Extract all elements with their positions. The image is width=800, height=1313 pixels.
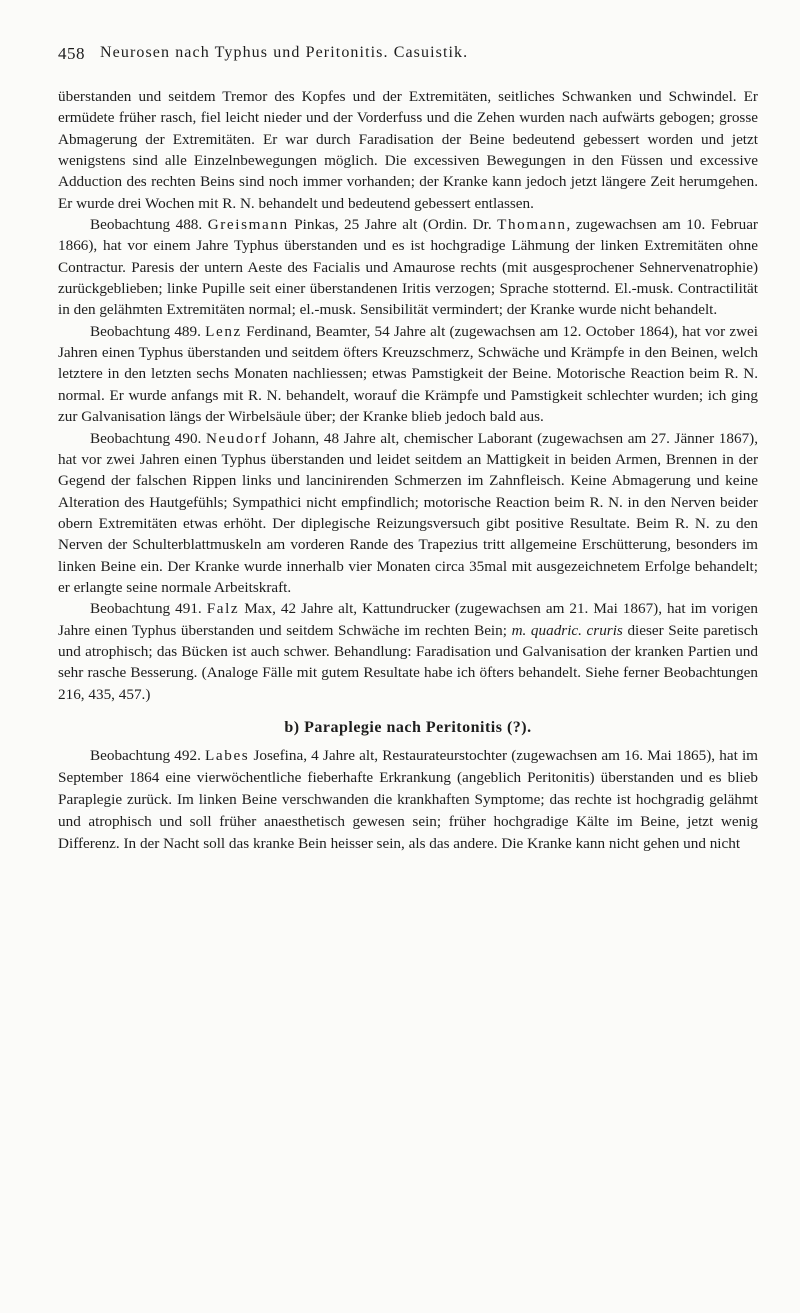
observation-text: Pinkas, 25 Jahre alt (Ordin. Dr.	[294, 216, 492, 234]
observation-text: Josefina, 4 Jahre alt, Restaurateurstochter (zugewachsen am 16. Mai 1865), hat im September 1864 eine vierwöchentliche fieberhafte Erkrankung (angeblich Peritonitis) überstanden und es blieb Paraplegie zurück. Im linken Beine verschwanden die krankhaften Symptome; das rechte ist hochgradig gelähmt und atrophisch und soll früher anaesthetisch gewesen sein; früher hochgradige Kälte im Beine, jetzt wenig Differenz. In der Nacht soll das kranke Bein heisser sein, als das andere. Die Kranke kann nicht gehen und nicht	[58, 747, 758, 853]
patient-name: Falz	[206, 600, 240, 618]
observation-490	[58, 428, 758, 599]
doctor-name: Thomann	[497, 216, 567, 234]
observation-label: Beobachtung 492.	[90, 747, 201, 765]
patient-name: Neudorf	[205, 429, 268, 447]
observation-488	[58, 214, 758, 321]
paragraph-text: überstanden und seitdem Tremor des Kopfes und der Extremitäten, seitliches Schwanken und Schwindel. Er ermüdete früher rasch, fiel leicht nieder und der Vorderfuss und die Zehen wurden nach aufwärts gebogen; grosse Abmagerung der Extremitäten. Er war durch Faradisation der Beine bedeutend gebessert worden und jetzt wenigstens sind alle Einzelnbewegungen möglich. Die excessiven Bewegungen in den Füssen und excessive Adduction des rechten Beins sind noch immer vorhanden; der Kranke kann jedoch jetzt längere Zeit herumgehen. Er wurde drei Wochen mit R. N. behandelt und bedeutend gebessert entlassen.	[58, 88, 758, 212]
observation-text: Max, 42 Jahre alt, Kattundrucker (zugewachsen am 21. Mai 1867), hat im vorigen Jahre einen Typhus überstanden und seitdem Schwäche im rechten Bein;	[58, 600, 759, 639]
paragraph-continuation	[58, 86, 758, 214]
observation-text: Johann, 48 Jahre alt, chemischer Laborant (zugewachsen am 27. Jänner 1867), hat vor zwei Jahren einen Typhus überstanden und leidet seitdem an Mattigkeit in beiden Armen, Brennen in der Gegend der falschen Rippen links und lancinirenden Schmerzen im Zahnfleisch. Keine Abmagerung und keine Alteration des Hautgefühls; Sympathici nicht empfindlich; motorische Reaction beim R. N. in den Nerven beider obern Extremitäten etwas erhöht. Der diplegische Reizungsversuch gibt positive Resultate. Beim R. N. zu den Nerven der Schulterblattmuskeln am vorderen Rande des Trapezius tritt allgemeine Erschütterung, besonders im linken Beine ein. Der Kranke wurde innerhalb vier Monaten circa 35mal mit ausgezeichnetem Erfolge behandelt; er erlangte seine normale Arbeitskraft.	[58, 429, 759, 596]
running-head: Neurosen nach Typhus und Peritonitis. Casuistik.	[100, 44, 469, 61]
page-body	[58, 86, 758, 855]
patient-name: Labes	[205, 747, 250, 765]
patient-name: Lenz	[205, 322, 242, 340]
muscle-name-italic: m. quadric. cruris	[511, 621, 623, 639]
observation-label: Beobachtung 489.	[90, 322, 201, 340]
observation-text-cont: , zugewachsen am 10. Februar 1866), hat vor einem Jahre Typhus überstanden und es ist hochgradige Lähmung der linken Extremitäten ohne Contractur. Paresis der untern Aeste des Facialis und Amaurose rechts (mit ausgesprochener Sehnervenatrophie) zurückgeblieben; linke Pupille seit einer überstandenen Iritis verzogen; Sprache stotternd. El.-musk. Contractilität in den gelähmten Extremitäten normal; el.-musk. Sensibilität vermindert; der Kranke wurde nicht behandelt.	[58, 216, 758, 319]
observation-491	[58, 598, 758, 705]
observation-label: Beobachtung 488.	[90, 216, 203, 234]
observation-text-cont: dieser Seite paretisch und atrophisch; das Bücken ist auch schwer. Behandlung: Faradisation und Galvanisation der kranken Partien und sehr rasche Besserung. (Analoge Fälle mit gutem Resultate habe ich öfters behandelt. Siehe ferner Beobachtungen 216, 435, 457.)	[58, 621, 759, 703]
observation-text: Ferdinand, Beamter, 54 Jahre alt (zugewachsen am 12. October 1864), hat vor zwei Jahren einen Typhus überstanden und seitdem öfters Kreuzschmerz, Schwäche und Krämpfe in den Beinen, welch letztere in den letzten sechs Monaten nachliessen; etwas Pamstigkeit der Beine. Motorische Reaction beim R. N. normal. Er wurde anfangs mit R. N. behandelt, worauf die Krämpfe und Pamstigkeit schlechter wurden; ich ging zur Galvanisation längs der Wirbelsäule über; der Kranke blieb jedoch bald aus.	[58, 322, 759, 426]
observation-label: Beobachtung 490.	[90, 429, 202, 447]
patient-name: Greismann	[207, 216, 289, 234]
page-number: 458	[58, 44, 85, 63]
observation-label: Beobachtung 491.	[90, 600, 202, 618]
section-heading: b) Paraplegie nach Peritonitis (?).	[284, 718, 532, 736]
observation-489	[58, 321, 758, 428]
page-header	[58, 44, 758, 74]
observation-492	[58, 745, 758, 855]
